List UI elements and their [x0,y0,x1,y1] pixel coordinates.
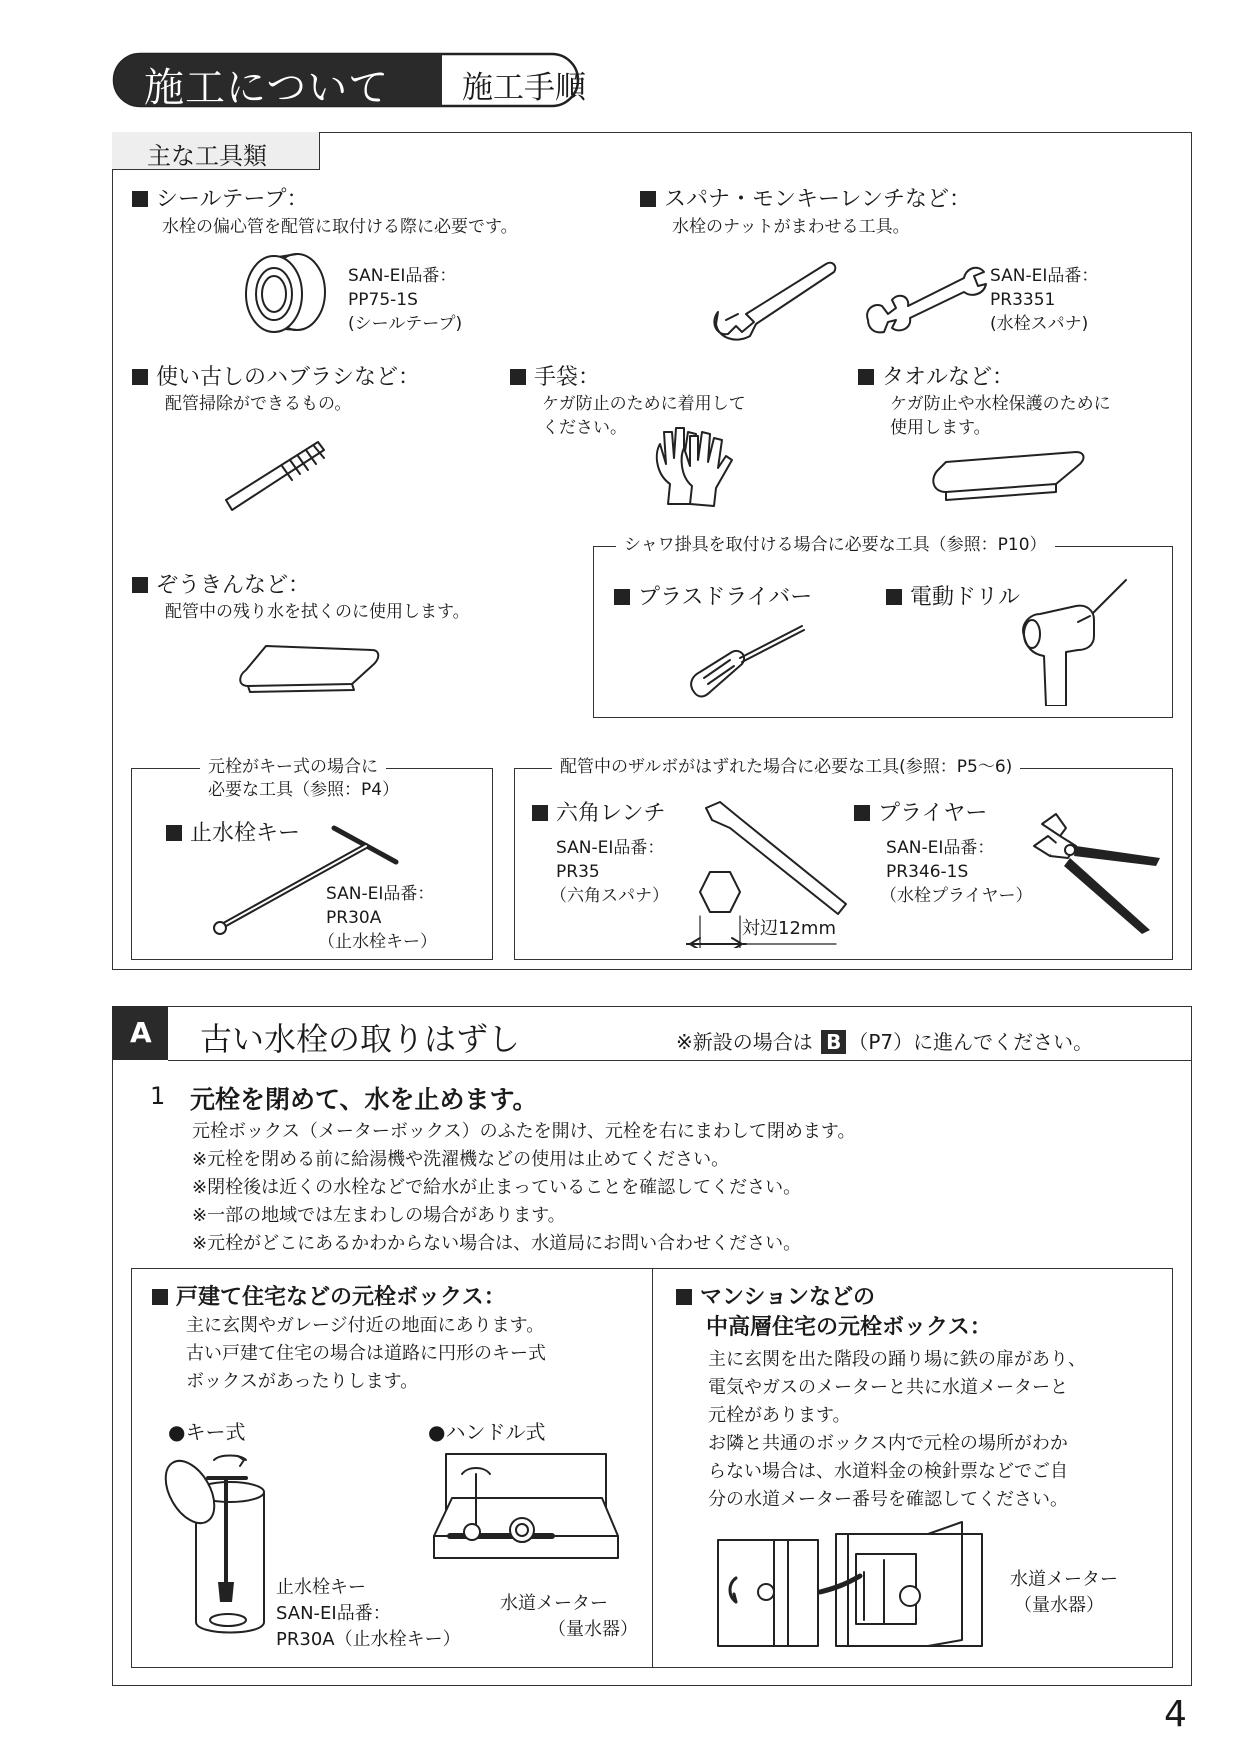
zarubo-tools-legend: 配管中のザルボがはずれた場合に必要な工具(参照：P5～6) [552,756,1020,778]
rag-title: ぞうきんなど： [132,568,310,599]
house-meter-label-2: （量水器） [548,1619,638,1640]
hex-wrench-part-name: （六角スパナ） [550,886,669,906]
page-number: 4 [1164,1694,1187,1735]
page-title: 施工について [144,65,390,111]
stop-key-part-label: SAN-EI品番： [326,884,435,904]
mansion-box-line-2: 電気やガスのメーターと共に水道メーターと [708,1377,1068,1398]
mansion-meter-label-2: （量水器） [1014,1595,1104,1616]
handle-type-box-illustration [432,1452,622,1572]
seal-tape-part-name: (シールテープ) [348,314,463,334]
stop-key-part-number: PR30A [326,908,382,928]
key-tools-legend-2: 必要な工具（参照：P4） [208,780,400,800]
pliers-part-number: PR346-1S [886,862,969,882]
towel-title: タオルなど： [858,360,1014,391]
pliers-icon [1030,806,1166,938]
meter-box-divider [652,1268,653,1668]
house-box-line-1: 主に玄関やガレージ付近の地面にあります。 [186,1315,545,1336]
handle-type-label: ●ハンドル式 [428,1420,546,1444]
mansion-box-line-1: 主に玄関を出た階段の踊り場に鉄の扉があり、 [708,1349,1086,1370]
seal-tape-part-number: PP75-1S [348,290,418,310]
step-line-4: ※一部の地域では左まわしの場合があります。 [192,1205,566,1226]
section-a-letter: A [130,1016,152,1049]
key-type-box-illustration [160,1452,280,1642]
shower-tools-legend: シャワ掛具を取付ける場合に必要な工具（参照：P10） [616,534,1055,556]
hex-wrench-title: 六角レンチ [532,796,665,827]
towel-icon [926,448,1090,502]
pliers-title: プライヤー [854,796,987,827]
mansion-box-line-5: らない場合は、水道料金の検針票などでご自 [708,1461,1068,1482]
house-box-line-2: 古い戸建て住宅の場合は道路に円形のキー式 [186,1343,546,1364]
key-type-label: ●キー式 [168,1420,246,1444]
spanner-part-label: SAN-EI品番： [990,266,1099,286]
seal-tape-icon [242,248,332,338]
page-header [112,52,642,111]
towel-desc-2: 使用します。 [890,418,991,438]
step-line-1: 元栓ボックス（メーターボックス）のふたを開け、元栓を右にまわして閉めます。 [192,1121,856,1142]
page-subtitle: 施工手順 [462,70,586,106]
brush-title: 使い古しのハブラシなど： [132,360,420,391]
spanner-desc: 水栓のナットがまわせる工具。 [672,217,910,237]
hex-wrench-part-number: PR35 [556,862,600,882]
rag-desc: 配管中の残り水を拭くのに使用します。 [165,602,470,622]
spanner-part-name: (水栓スパナ) [990,314,1089,334]
house-box-title: 戸建て住宅などの元栓ボックス： [152,1280,506,1311]
gloves-title: 手袋： [510,360,600,391]
stop-key-caption-2: SAN-EI品番： [276,1603,391,1624]
seal-tape-part-label: SAN-EI品番： [348,266,457,286]
toothbrush-icon [222,428,342,518]
stop-key-part-name: （止水栓キー） [318,932,437,952]
seal-tape-desc: 水栓の偏心管を配管に取付ける際に必要です。 [162,217,518,237]
step-line-5: ※元栓がどこにあるかわからない場合は、水道局にお問い合わせください。 [192,1233,802,1254]
hex-wrench-part-label: SAN-EI品番： [556,838,665,858]
mansion-box-title-1: マンションなどの [676,1280,875,1311]
driver-title: プラスドライバー [614,580,812,611]
section-a-underline [168,1060,1192,1061]
stop-key-title: 止水栓キー [166,816,300,847]
gloves-icon [650,424,740,510]
section-b-badge[interactable]: B [821,1030,846,1054]
spanner-part-number: PR3351 [990,290,1056,310]
pliers-part-label: SAN-EI品番： [886,838,995,858]
house-box-line-3: ボックスがあったりします。 [186,1371,419,1392]
brush-desc: 配管掃除ができるもの。 [165,394,352,414]
key-tools-legend-1: 元栓がキー式の場合に [200,756,386,778]
step-line-2: ※元栓を閉める前に給湯機や洗濯機などの使用は止めてください。 [192,1149,730,1170]
tools-heading: 主な工具類 [147,142,267,170]
seal-tape-title: シールテープ： [132,182,308,213]
gloves-desc-2: ください。 [542,418,627,438]
mansion-box-line-3: 元栓があります。 [708,1405,851,1426]
water-tap-spanner-icon [860,262,990,342]
screwdriver-icon [686,622,816,706]
mansion-box-line-4: お隣と共通のボックス内で元栓の場所がわか [708,1433,1068,1454]
stop-key-caption-3: PR30A（止水栓キー） [276,1629,461,1650]
mansion-box-line-6: 分の水道メーター番号を確認してください。 [708,1489,1068,1510]
electric-drill-icon [1018,576,1148,706]
mansion-meter-label-1: 水道メーター [1010,1569,1118,1590]
gloves-desc-1: ケガ防止のために着用して [542,394,746,414]
new-install-note: ※新設の場合は B （P7）に進んでください。 [676,1030,1094,1054]
mansion-box-title-2: 中高層住宅の元栓ボックス： [706,1315,992,1340]
step-line-3: ※閉栓後は近くの水栓などで給水が止まっていることを確認してください。 [192,1177,802,1198]
section-a-title: 古い水栓の取りはずし [200,1020,521,1058]
rag-icon [236,640,386,696]
tools-heading-box [112,132,320,170]
spanner-title: スパナ・モンキーレンチなど： [640,182,971,213]
towel-desc-1: ケガ防止や水栓保護のために [890,394,1111,414]
step-number: 1 [150,1082,166,1110]
section-a-badge [112,1006,168,1060]
step-title: 元栓を閉めて、水を止めます。 [190,1085,538,1114]
drill-title: 電動ドリル [886,580,1020,611]
house-meter-label-1: 水道メーター [500,1593,608,1614]
pliers-part-name: （水栓プライヤー） [880,886,1033,906]
stop-key-caption-1: 止水栓キー [276,1577,366,1598]
monkey-wrench-icon [706,252,846,342]
mansion-box-illustration [716,1520,986,1650]
hex-wrench-size: 対辺12mm [742,918,836,939]
